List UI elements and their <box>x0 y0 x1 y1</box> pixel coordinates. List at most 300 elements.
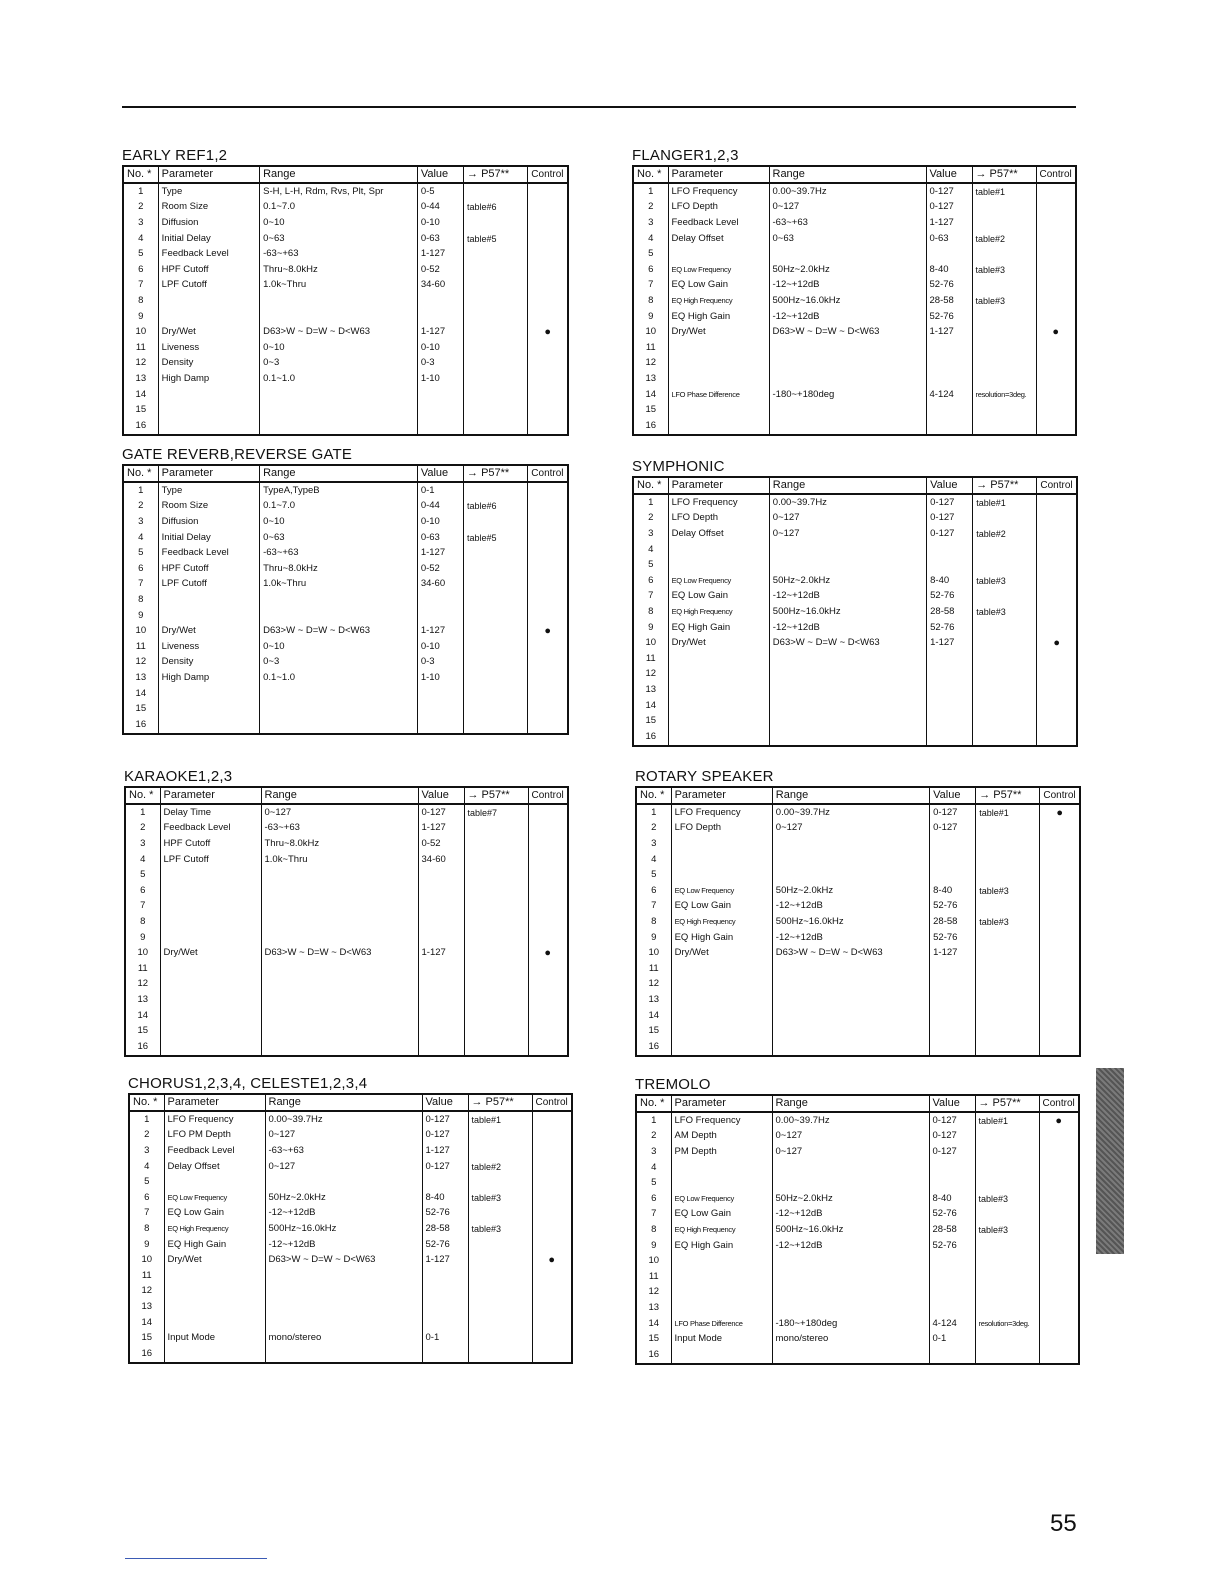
cell-no: 13 <box>633 682 668 698</box>
cell-no: 3 <box>123 514 158 530</box>
cell-control <box>1039 1222 1079 1238</box>
cell-no: 14 <box>123 387 158 403</box>
table-row <box>123 340 568 356</box>
table-header-row <box>633 477 1077 494</box>
cell-parameter: Feedback Level <box>158 545 259 561</box>
table-row <box>636 899 1080 915</box>
cell-no: 16 <box>633 729 668 746</box>
cell-value <box>418 1023 464 1039</box>
cell-parameter: Type <box>158 482 259 499</box>
cell-range: -180~+180deg <box>772 1316 929 1332</box>
cell-p57 <box>972 371 1036 387</box>
cell-no: 1 <box>636 1112 671 1129</box>
cell-control <box>528 914 568 930</box>
parameter-table-karaoke <box>124 786 569 1057</box>
cell-range <box>261 1039 418 1056</box>
cell-parameter <box>671 977 772 993</box>
header-value: Value <box>418 787 464 804</box>
cell-no: 10 <box>633 324 668 340</box>
cell-no: 12 <box>125 977 160 993</box>
cell-no: 8 <box>633 604 668 620</box>
cell-value <box>930 977 976 993</box>
cell-no: 16 <box>636 1347 671 1364</box>
cell-p57: table#3 <box>973 573 1037 589</box>
cell-no: 13 <box>636 992 671 1008</box>
cell-no: 1 <box>633 494 668 511</box>
table-block-gate-reverb <box>122 445 569 735</box>
cell-parameter <box>160 914 261 930</box>
cell-p57 <box>976 1023 1040 1039</box>
cell-p57 <box>464 215 528 231</box>
cell-no: 11 <box>123 340 158 356</box>
cell-p57 <box>973 667 1037 683</box>
cell-parameter <box>671 867 772 883</box>
cell-value: 1-127 <box>417 324 463 340</box>
table-row <box>636 1129 1079 1145</box>
cell-p57 <box>464 309 528 325</box>
header-no: No. * <box>636 1095 671 1112</box>
cell-parameter <box>668 651 769 667</box>
header-parameter: Parameter <box>160 787 261 804</box>
cell-control <box>1040 899 1080 915</box>
cell-value: 52-76 <box>929 1207 975 1223</box>
cell-p57: table#1 <box>468 1111 532 1128</box>
cell-no: 3 <box>633 215 668 231</box>
cell-parameter <box>158 686 259 702</box>
cell-p57 <box>975 1269 1039 1285</box>
table-row <box>636 821 1080 837</box>
cell-no: 11 <box>633 340 668 356</box>
cell-range: 0.1~1.0 <box>260 670 418 686</box>
table-row <box>636 977 1080 993</box>
cell-parameter <box>668 729 769 746</box>
table-row <box>125 930 568 946</box>
cell-no: 5 <box>636 867 671 883</box>
header-value: Value <box>422 1094 468 1111</box>
cell-range: -12~+12dB <box>265 1206 422 1222</box>
cell-no: 8 <box>636 1222 671 1238</box>
cell-no: 6 <box>633 573 668 589</box>
table-row <box>636 1331 1079 1347</box>
cell-range <box>769 698 926 714</box>
cell-no: 11 <box>125 961 160 977</box>
cell-parameter: EQ High Frequency <box>668 293 769 309</box>
cell-value: 52-76 <box>927 589 973 605</box>
cell-p57 <box>972 246 1036 262</box>
cell-range: 0~63 <box>769 231 926 247</box>
cell-parameter: Delay Offset <box>164 1159 265 1175</box>
cell-parameter: LFO Frequency <box>671 804 772 821</box>
section-tab-marker <box>1096 1068 1124 1254</box>
table-row <box>633 356 1076 372</box>
cell-p57 <box>464 356 528 372</box>
cell-no: 10 <box>123 324 158 340</box>
cell-parameter: EQ Low Gain <box>164 1206 265 1222</box>
cell-parameter: LPF Cutoff <box>160 852 261 868</box>
cell-no: 11 <box>633 651 668 667</box>
cell-no: 5 <box>636 1175 671 1191</box>
cell-value: 0-127 <box>927 511 973 527</box>
cell-p57: table#3 <box>975 1222 1039 1238</box>
table-header-row <box>636 1095 1079 1112</box>
cell-p57 <box>464 577 528 593</box>
cell-parameter: Dry/Wet <box>671 945 772 961</box>
table-row <box>636 1300 1079 1316</box>
cell-range: 0~127 <box>772 1129 929 1145</box>
cell-no: 9 <box>633 309 668 325</box>
cell-no: 14 <box>129 1315 164 1331</box>
cell-no: 10 <box>125 945 160 961</box>
cell-p57 <box>464 639 528 655</box>
header-p57: → P57** <box>464 166 528 183</box>
cell-parameter <box>158 309 259 325</box>
cell-value: 1-10 <box>417 371 463 387</box>
cell-no: 16 <box>123 717 158 734</box>
cell-value: 0-127 <box>422 1111 468 1128</box>
cell-range: mono/stereo <box>772 1331 929 1347</box>
cell-parameter <box>164 1299 265 1315</box>
cell-range: 1.0k~Thru <box>261 852 418 868</box>
table-row <box>129 1268 572 1284</box>
header-control: Control <box>1036 166 1076 183</box>
cell-range: -12~+12dB <box>769 309 926 325</box>
cell-no: 2 <box>636 821 671 837</box>
cell-parameter <box>671 1300 772 1316</box>
table-row <box>633 278 1076 294</box>
cell-p57 <box>973 651 1037 667</box>
cell-parameter <box>668 542 769 558</box>
cell-p57 <box>973 542 1037 558</box>
cell-no: 9 <box>123 309 158 325</box>
cell-control <box>1040 945 1080 961</box>
table-row <box>633 526 1077 542</box>
cell-p57 <box>468 1299 532 1315</box>
cell-parameter <box>671 1285 772 1301</box>
cell-range: -63~+63 <box>769 215 926 231</box>
cell-control <box>1036 215 1076 231</box>
table-row <box>636 1160 1079 1176</box>
cell-p57 <box>976 821 1040 837</box>
cell-control <box>1039 1316 1079 1332</box>
cell-value <box>417 293 463 309</box>
table-row <box>636 1112 1079 1129</box>
cell-parameter: High Damp <box>158 371 259 387</box>
cell-control <box>1039 1285 1079 1301</box>
table-row <box>123 701 568 717</box>
cell-p57 <box>973 713 1037 729</box>
cell-parameter <box>671 961 772 977</box>
cell-value <box>417 717 463 734</box>
cell-value: 0-127 <box>929 1129 975 1145</box>
cell-p57 <box>464 561 528 577</box>
cell-p57 <box>464 371 528 387</box>
cell-no: 8 <box>636 914 671 930</box>
cell-value: 28-58 <box>422 1221 468 1237</box>
table-row <box>123 215 568 231</box>
cell-range <box>260 402 418 418</box>
cell-p57 <box>973 698 1037 714</box>
cell-parameter: EQ Low Frequency <box>164 1190 265 1206</box>
cell-control <box>1040 1039 1080 1056</box>
cell-control <box>1037 682 1077 698</box>
cell-p57 <box>972 356 1036 372</box>
cell-value <box>930 836 976 852</box>
cell-range: 0~10 <box>260 340 418 356</box>
cell-range: 500Hz~16.0kHz <box>772 914 929 930</box>
cell-control <box>528 499 568 515</box>
cell-control <box>1036 309 1076 325</box>
cell-p57 <box>464 836 528 852</box>
cell-value <box>927 557 973 573</box>
cell-p57 <box>464 1039 528 1056</box>
cell-p57: resolution=3deg. <box>972 387 1036 403</box>
cell-no: 5 <box>123 545 158 561</box>
table-header-row <box>123 166 568 183</box>
cell-no: 9 <box>633 620 668 636</box>
cell-control <box>1040 992 1080 1008</box>
table-row <box>636 852 1080 868</box>
cell-range <box>772 1039 929 1056</box>
cell-control <box>1040 1023 1080 1039</box>
table-row <box>129 1206 572 1222</box>
cell-no: 11 <box>636 961 671 977</box>
table-row <box>633 698 1077 714</box>
table-row <box>636 1238 1079 1254</box>
cell-no: 10 <box>633 635 668 651</box>
cell-control <box>1039 1300 1079 1316</box>
cell-value: 0-127 <box>927 494 973 511</box>
table-row <box>636 1347 1079 1364</box>
cell-no: 14 <box>636 1008 671 1024</box>
cell-value <box>418 977 464 993</box>
table-row <box>123 514 568 530</box>
cell-no: 7 <box>636 899 671 915</box>
cell-value: 0-52 <box>417 561 463 577</box>
table-row <box>123 482 568 499</box>
table-row <box>636 1191 1079 1207</box>
cell-parameter: Delay Offset <box>668 231 769 247</box>
parameter-table <box>128 1093 572 1364</box>
cell-value <box>418 1008 464 1024</box>
cell-value: 0-3 <box>417 356 463 372</box>
cell-parameter <box>668 246 769 262</box>
table-row <box>636 961 1080 977</box>
cell-value <box>417 701 463 717</box>
header-no: No. * <box>123 166 158 183</box>
cell-parameter: LFO Frequency <box>668 494 769 511</box>
cell-control <box>1039 1175 1079 1191</box>
cell-no: 4 <box>123 530 158 546</box>
cell-parameter <box>671 836 772 852</box>
footer-line <box>125 1558 267 1559</box>
cell-value: 0-127 <box>929 1112 975 1129</box>
cell-control <box>532 1315 572 1331</box>
cell-control <box>1037 557 1077 573</box>
top-rule <box>122 106 1076 108</box>
cell-p57: table#3 <box>976 883 1040 899</box>
cell-value: 0-10 <box>417 639 463 655</box>
cell-range <box>260 608 418 624</box>
cell-control <box>1040 977 1080 993</box>
cell-no: 10 <box>636 1253 671 1269</box>
cell-value <box>417 686 463 702</box>
cell-control <box>1036 262 1076 278</box>
cell-control <box>528 639 568 655</box>
cell-p57: table#6 <box>464 200 528 216</box>
cell-parameter: EQ High Frequency <box>164 1221 265 1237</box>
cell-p57 <box>464 852 528 868</box>
cell-range: 50Hz~2.0kHz <box>769 573 926 589</box>
cell-range <box>260 387 418 403</box>
cell-value <box>422 1346 468 1363</box>
cell-range: 0~127 <box>769 526 926 542</box>
cell-range: 0.1~7.0 <box>260 200 418 216</box>
cell-range: 0~127 <box>769 511 926 527</box>
cell-p57: table#1 <box>972 183 1036 200</box>
cell-range <box>261 930 418 946</box>
header-range: Range <box>772 1095 929 1112</box>
cell-p57: table#3 <box>975 1191 1039 1207</box>
table-row <box>633 729 1077 746</box>
cell-parameter: Type <box>158 183 259 200</box>
cell-parameter: Dry/Wet <box>158 623 259 639</box>
cell-value: 52-76 <box>926 309 972 325</box>
table-row <box>123 309 568 325</box>
parameter-table <box>122 165 569 436</box>
cell-no: 9 <box>636 1238 671 1254</box>
cell-no: 5 <box>633 246 668 262</box>
cell-range: 0.00~39.7Hz <box>772 1112 929 1129</box>
cell-no: 16 <box>633 418 668 435</box>
header-parameter: Parameter <box>158 465 259 482</box>
cell-value: 1-127 <box>930 945 976 961</box>
cell-value: 0-127 <box>929 1144 975 1160</box>
table-row <box>129 1299 572 1315</box>
cell-control <box>1037 729 1077 746</box>
cell-parameter: EQ High Gain <box>164 1237 265 1253</box>
cell-no: 12 <box>123 356 158 372</box>
cell-p57 <box>468 1268 532 1284</box>
header-parameter: Parameter <box>668 477 769 494</box>
cell-range <box>769 246 926 262</box>
cell-p57 <box>975 1144 1039 1160</box>
cell-no: 7 <box>636 1207 671 1223</box>
table-row <box>129 1174 572 1190</box>
cell-p57 <box>972 215 1036 231</box>
cell-value <box>929 1253 975 1269</box>
table-row <box>123 371 568 387</box>
cell-range: 0~127 <box>772 1144 929 1160</box>
table-row <box>633 651 1077 667</box>
cell-value: 0-127 <box>930 804 976 821</box>
cell-no: 2 <box>633 200 668 216</box>
header-value: Value <box>930 787 976 804</box>
cell-control <box>1037 511 1077 527</box>
table-row <box>123 246 568 262</box>
table-header-row <box>636 787 1080 804</box>
table-row <box>123 686 568 702</box>
table-row <box>123 231 568 247</box>
header-range: Range <box>261 787 418 804</box>
header-value: Value <box>926 166 972 183</box>
cell-range: D63>W ~ D=W ~ D<W63 <box>260 324 418 340</box>
cell-range: D63>W ~ D=W ~ D<W63 <box>769 324 926 340</box>
header-no: No. * <box>636 787 671 804</box>
cell-control <box>1040 914 1080 930</box>
cell-range <box>769 340 926 356</box>
cell-parameter: EQ High Gain <box>668 620 769 636</box>
cell-range <box>772 867 929 883</box>
table-row <box>636 1222 1079 1238</box>
table-row <box>633 667 1077 683</box>
cell-p57 <box>464 592 528 608</box>
cell-value: 1-127 <box>422 1143 468 1159</box>
cell-value <box>926 371 972 387</box>
cell-range: 500Hz~16.0kHz <box>769 293 926 309</box>
table-row <box>636 1316 1079 1332</box>
cell-parameter <box>158 387 259 403</box>
cell-control <box>1037 698 1077 714</box>
cell-control <box>532 1190 572 1206</box>
table-row <box>123 608 568 624</box>
cell-parameter <box>671 1253 772 1269</box>
cell-range <box>265 1268 422 1284</box>
cell-no: 2 <box>129 1128 164 1144</box>
parameter-table-flanger <box>632 165 1077 436</box>
cell-value <box>417 608 463 624</box>
cell-value: 28-58 <box>926 293 972 309</box>
cell-parameter: EQ High Gain <box>671 930 772 946</box>
cell-parameter: High Damp <box>158 670 259 686</box>
cell-parameter <box>160 867 261 883</box>
cell-p57 <box>975 1160 1039 1176</box>
table-row <box>129 1237 572 1253</box>
cell-p57 <box>973 620 1037 636</box>
cell-value: 0-63 <box>417 231 463 247</box>
table-row <box>123 499 568 515</box>
cell-value <box>929 1269 975 1285</box>
table-block-early-ref <box>122 146 569 436</box>
cell-range: 500Hz~16.0kHz <box>772 1222 929 1238</box>
table-row <box>129 1315 572 1331</box>
parameter-table <box>635 1094 1080 1365</box>
table-row <box>123 293 568 309</box>
cell-range <box>261 867 418 883</box>
cell-parameter: Room Size <box>158 200 259 216</box>
cell-control <box>1037 573 1077 589</box>
cell-no: 12 <box>636 1285 671 1301</box>
cell-value: 28-58 <box>930 914 976 930</box>
cell-parameter <box>671 1175 772 1191</box>
cell-control <box>532 1268 572 1284</box>
cell-p57 <box>972 309 1036 325</box>
cell-control <box>528 246 568 262</box>
cell-value: 52-76 <box>926 278 972 294</box>
cell-range: -12~+12dB <box>772 1207 929 1223</box>
cell-parameter: Feedback Level <box>160 821 261 837</box>
cell-range: 0~10 <box>260 639 418 655</box>
table-row <box>633 231 1076 247</box>
cell-control <box>528 655 568 671</box>
cell-parameter: HPF Cutoff <box>158 262 259 278</box>
cell-control <box>532 1206 572 1222</box>
cell-parameter <box>158 293 259 309</box>
parameter-table-early-ref <box>122 165 569 436</box>
cell-p57 <box>976 836 1040 852</box>
cell-parameter <box>158 592 259 608</box>
cell-parameter <box>671 1039 772 1056</box>
cell-no: 14 <box>636 1316 671 1332</box>
